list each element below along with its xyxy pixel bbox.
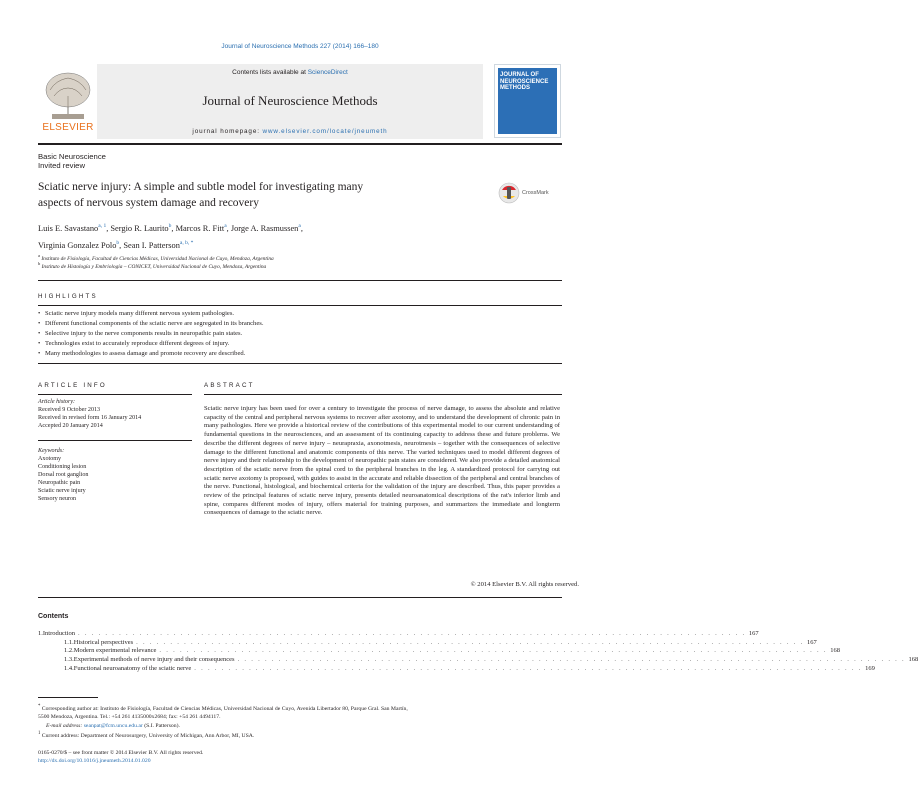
affiliation-mark: a <box>38 253 40 258</box>
publisher-name: ELSEVIER <box>42 122 94 133</box>
toc-entry-1-4[interactable] <box>38 664 875 674</box>
abstract-rule <box>204 394 562 395</box>
history-label: Article history: <box>38 399 76 405</box>
paper-title-line2: aspects of nervous system damage and recovery <box>38 197 259 209</box>
author-separator: , <box>106 223 111 233</box>
homepage-prefix: journal homepage: <box>192 128 260 135</box>
contents-available-line <box>97 69 483 76</box>
footnote-current-address <box>38 730 573 740</box>
toc-number: 1.1. <box>64 638 74 646</box>
keywords-rule <box>38 440 192 441</box>
footnote-rule <box>38 697 98 698</box>
toc-leader: . . . . . . . . . . . . . . . . . . . . . . . . . . . . . . . . . . . . . . . . . . . . . . . . . . . . . . . . . . . . . . . . . . . . . . . . . . . . . . . . . . . . . . . . . . . . . . . . . . <box>78 630 746 637</box>
toc-entry-1-2[interactable] <box>38 647 841 656</box>
author-separator: , <box>119 241 124 251</box>
email-suffix: (S.I. Patterson). <box>144 722 180 729</box>
journal-homepage-line <box>97 128 483 135</box>
journal-reference[interactable]: Journal of Neuroscience Methods 227 (2014) 166–180 <box>221 43 379 50</box>
crossmark-badge[interactable] <box>498 182 556 204</box>
toc-title[interactable]: Experimental methods of nerve injury and their consequences <box>73 656 235 664</box>
footnote-text: Corresponding author at: Instituto de Fisiología, Facultad de Ciencias Médicas, Universidad Nacional de Cuyo, Avenida Libertador 80, Parque Gral. San Martín, <box>41 705 408 712</box>
toc-leader: . . . . . . . . . . . . . . . . . . . . . . . . . . . . . . . . . . . . . . . . . . . . . . . . . . . . . . . . . . . . . . . . . . . . . . . . . . . . . . . . . . . . . . . . . . . . . . . . . . <box>136 638 805 646</box>
journal-cover-thumbnail[interactable] <box>494 64 561 138</box>
footnote-mark: 1 <box>38 731 41 737</box>
history-received: Received 9 October 2013 <box>38 407 101 413</box>
toc-page: 168 <box>908 656 918 664</box>
toc-number: 1.3. <box>64 656 74 664</box>
email-label: E-mail address: <box>46 722 83 729</box>
journal-title: Journal of Neuroscience Methods <box>202 93 378 108</box>
author-affiliation-mark[interactable]: b <box>168 223 172 229</box>
article-section: Basic Neuroscience <box>38 152 106 161</box>
header-divider <box>38 143 562 145</box>
footnote-text: Current address: Department of Neurosurgery, University of Michigan, Ann Arbor, MI, USA. <box>41 733 255 739</box>
author-separator: , <box>171 223 176 233</box>
footnote-corresponding <box>38 703 573 713</box>
toc-page: 167 <box>748 630 759 637</box>
affiliation-text: Instituto de Histología y Embriología – CONICET, Universidad Nacional de Cuyo, Mendoza, Argentina <box>41 263 267 270</box>
author-line-2 <box>38 236 488 253</box>
author-affiliation-mark[interactable]: b <box>116 240 120 247</box>
affiliation-divider <box>38 280 562 281</box>
toc-leader: . . . . . . . . . . . . . . . . . . . . . . . . . . . . . . . . . . . . . . . . . . . . . . . . . . . . . . . . . . . . . . . . . . . . . . . . . . . . . . . . . . . . . . . . . . . . . . . . . . <box>237 656 906 664</box>
keyword: Dorsal root ganglion <box>38 472 89 478</box>
highlights-top-rule <box>38 305 562 306</box>
keywords-block <box>38 447 198 503</box>
toc-page: 167 <box>807 638 817 646</box>
highlights-bottom-rule <box>38 363 562 364</box>
homepage-link[interactable]: www.elsevier.com/locate/jneumeth <box>262 128 388 135</box>
author-name[interactable]: Luis E. Savastano <box>38 223 99 233</box>
affiliation-text: Instituto de Fisiología, Facultad de Ciencias Médicas, Universidad Nacional de Cuyo, Mendoza, Argentina <box>41 255 274 262</box>
author-affiliation-mark[interactable]: a <box>224 223 227 229</box>
author-affiliation-mark[interactable]: a, b, * <box>179 240 194 247</box>
abstract-heading: ABSTRACT <box>204 382 255 389</box>
keyword: Axotomy <box>38 456 62 462</box>
highlight-item: • Many methodologies to assess damage and promote recovery are described. <box>38 349 558 359</box>
toc-number: 1.4. <box>64 664 74 672</box>
author-name[interactable]: Virginia Gonzalez Polo <box>38 241 117 251</box>
doi-link[interactable]: http://dx.doi.org/10.1016/j.jneumeth.2014.01.020 <box>38 758 151 765</box>
keyword: Conditioning lesion <box>38 464 87 470</box>
article-type: Invited review <box>38 161 85 170</box>
abstract-text: Sciatic nerve injury has been used for over a century to investigate the process of nerve damage, to assess the absolute and relative capacity of the central and peripheral nervous systems to recover after axotomy, and to understand the development of chronic pain in many pathologies. Here we provide a historical review of the contributions of this experimental model to our current understanding of fundamental questions in the neurosciences, and an assessment of its continuing capacity to address these and future problems. We describe the different degrees of nerve injury – neurapraxia, axonotmesis, neurotmesis – together with the consequences of selective damage to the different functional and anatomic components of this nerve. The varied techniques used to model different degrees of nerve injury and their relationship to the development of neuropathic pain states are considered. We also provide a detailed anatomical description of the sciatic nerve from the spinal cord to the peripheral branches in the leg. A standardized protocol for carrying out sciatic nerve axotomy is proposed, with guides to assist in the accurate and reliable dissection of the peripheral and central branches of the nerve. Functional, histological, and biochemical criteria for the validation of the injury are described. Thus, this paper provides a review of the principal features of sciatic nerve injury, presents detailed neuroanatomical descriptions of the rat's inferior limb and spine, compares different modes of injury, offers material for training purposes, and summarizes the immediate and longterm consequences of damage to the sciatic nerve. <box>204 405 560 517</box>
keywords-label: Keywords: <box>38 448 65 454</box>
article-info-heading: ARTICLE INFO <box>38 382 107 389</box>
toc-page: 169 <box>865 664 875 672</box>
toc-title[interactable]: Modern experimental relevance <box>73 647 157 655</box>
author-name[interactable]: Marcos R. Fitt <box>175 223 225 233</box>
article-info-rule <box>38 394 192 395</box>
author-line-1 <box>38 219 488 236</box>
toc-leader: . . . . . . . . . . . . . . . . . . . . . . . . . . . . . . . . . . . . . . . . . . . . . . . . . . . . . . . . . . . . . . . . . . . . . . . . . . . . . . . . . . . . . . . . . . . . . . . . . . <box>194 664 863 672</box>
paper-title <box>38 179 478 211</box>
abstract-copyright: © 2014 Elsevier B.V. All rights reserved. <box>470 581 579 588</box>
publication-info <box>38 749 438 766</box>
author-list <box>38 219 488 254</box>
affiliation-mark: b <box>38 261 41 266</box>
highlights-heading: HIGHLIGHTS <box>38 293 98 300</box>
history-revised: Received in revised form 16 January 2014 <box>38 415 142 421</box>
affiliation-b <box>38 261 538 270</box>
issn-line: 0165-0270/$ – see front matter © 2014 Elsevier B.V. All rights reserved. <box>38 750 204 756</box>
footnote-mark: * <box>38 704 41 709</box>
keyword: Neuropathic pain <box>38 480 81 486</box>
crossmark-label: CrossMark <box>522 190 549 196</box>
author-separator: , <box>226 223 231 233</box>
footnote-email <box>38 722 573 730</box>
footnote-corresponding-cont: 5500 Mendoza, Argentina. Tel.: +54 261 4135000x2684; fax: +54 261 4494117. <box>38 714 221 721</box>
toc-entry-1-1[interactable] <box>38 638 817 648</box>
keyword: Sciatic nerve injury <box>38 488 86 494</box>
highlight-item: • Different functional components of the sciatic nerve are segregated in its branches. <box>38 319 558 329</box>
abstract-bottom-rule <box>38 597 562 598</box>
author-name[interactable]: Jorge A. Rasmussen <box>230 223 299 233</box>
author-affiliation-mark[interactable]: a, 1 <box>98 223 107 229</box>
sciencedirect-link[interactable]: ScienceDirect <box>307 69 348 76</box>
toc-leader: . . . . . . . . . . . . . . . . . . . . . . . . . . . . . . . . . . . . . . . . . . . . . . . . . . . . . . . . . . . . . . . . . . . . . . . . . . . . . . . . . . . . . . . . . . . . . . . . . . <box>159 647 828 655</box>
contents-heading: Contents <box>38 613 69 620</box>
author-name[interactable]: Sergio R. Laurito <box>110 223 169 233</box>
keyword: Sensory neuron <box>38 496 77 502</box>
highlight-item: • Sciatic nerve injury models many different nervous system pathologies. <box>38 309 558 319</box>
toc-title[interactable]: Introduction <box>42 630 76 637</box>
cover-title: JOURNAL OF NEUROSCIENCE METHODS <box>500 72 549 91</box>
author-affiliation-mark[interactable]: a <box>298 223 301 229</box>
author-separator: , <box>300 223 303 233</box>
toc-number: 1.2. <box>64 647 74 655</box>
toc-title[interactable]: Historical perspectives <box>73 638 134 646</box>
highlight-item: • Technologies exist to accurately reproduce different degrees of injury. <box>38 339 558 349</box>
highlight-item: • Selective injury to the nerve components results in neuropathic pain states. <box>38 329 558 339</box>
history-accepted: Accepted 20 January 2014 <box>38 423 103 429</box>
toc-page: 168 <box>830 647 841 655</box>
toc-entry-1[interactable] <box>38 630 759 639</box>
paper-title-line1: Sciatic nerve injury: A simple and subtle model for investigating many <box>38 181 364 193</box>
toc-number: 1. <box>38 630 43 637</box>
highlights-list <box>38 309 558 359</box>
crossmark-icon <box>498 182 520 204</box>
toc-entry-1-3[interactable] <box>38 656 918 665</box>
author-name[interactable]: Sean I. Patterson <box>123 241 180 251</box>
footnotes <box>38 703 573 740</box>
contents-prefix: Contents lists available at <box>232 69 306 76</box>
article-history <box>38 398 198 430</box>
email-link[interactable]: seanpat@fcm.uncu.edu.ar <box>83 722 143 729</box>
toc-title[interactable]: Functional neuroanatomy of the sciatic nerve <box>73 664 192 672</box>
table-of-contents <box>38 630 918 673</box>
